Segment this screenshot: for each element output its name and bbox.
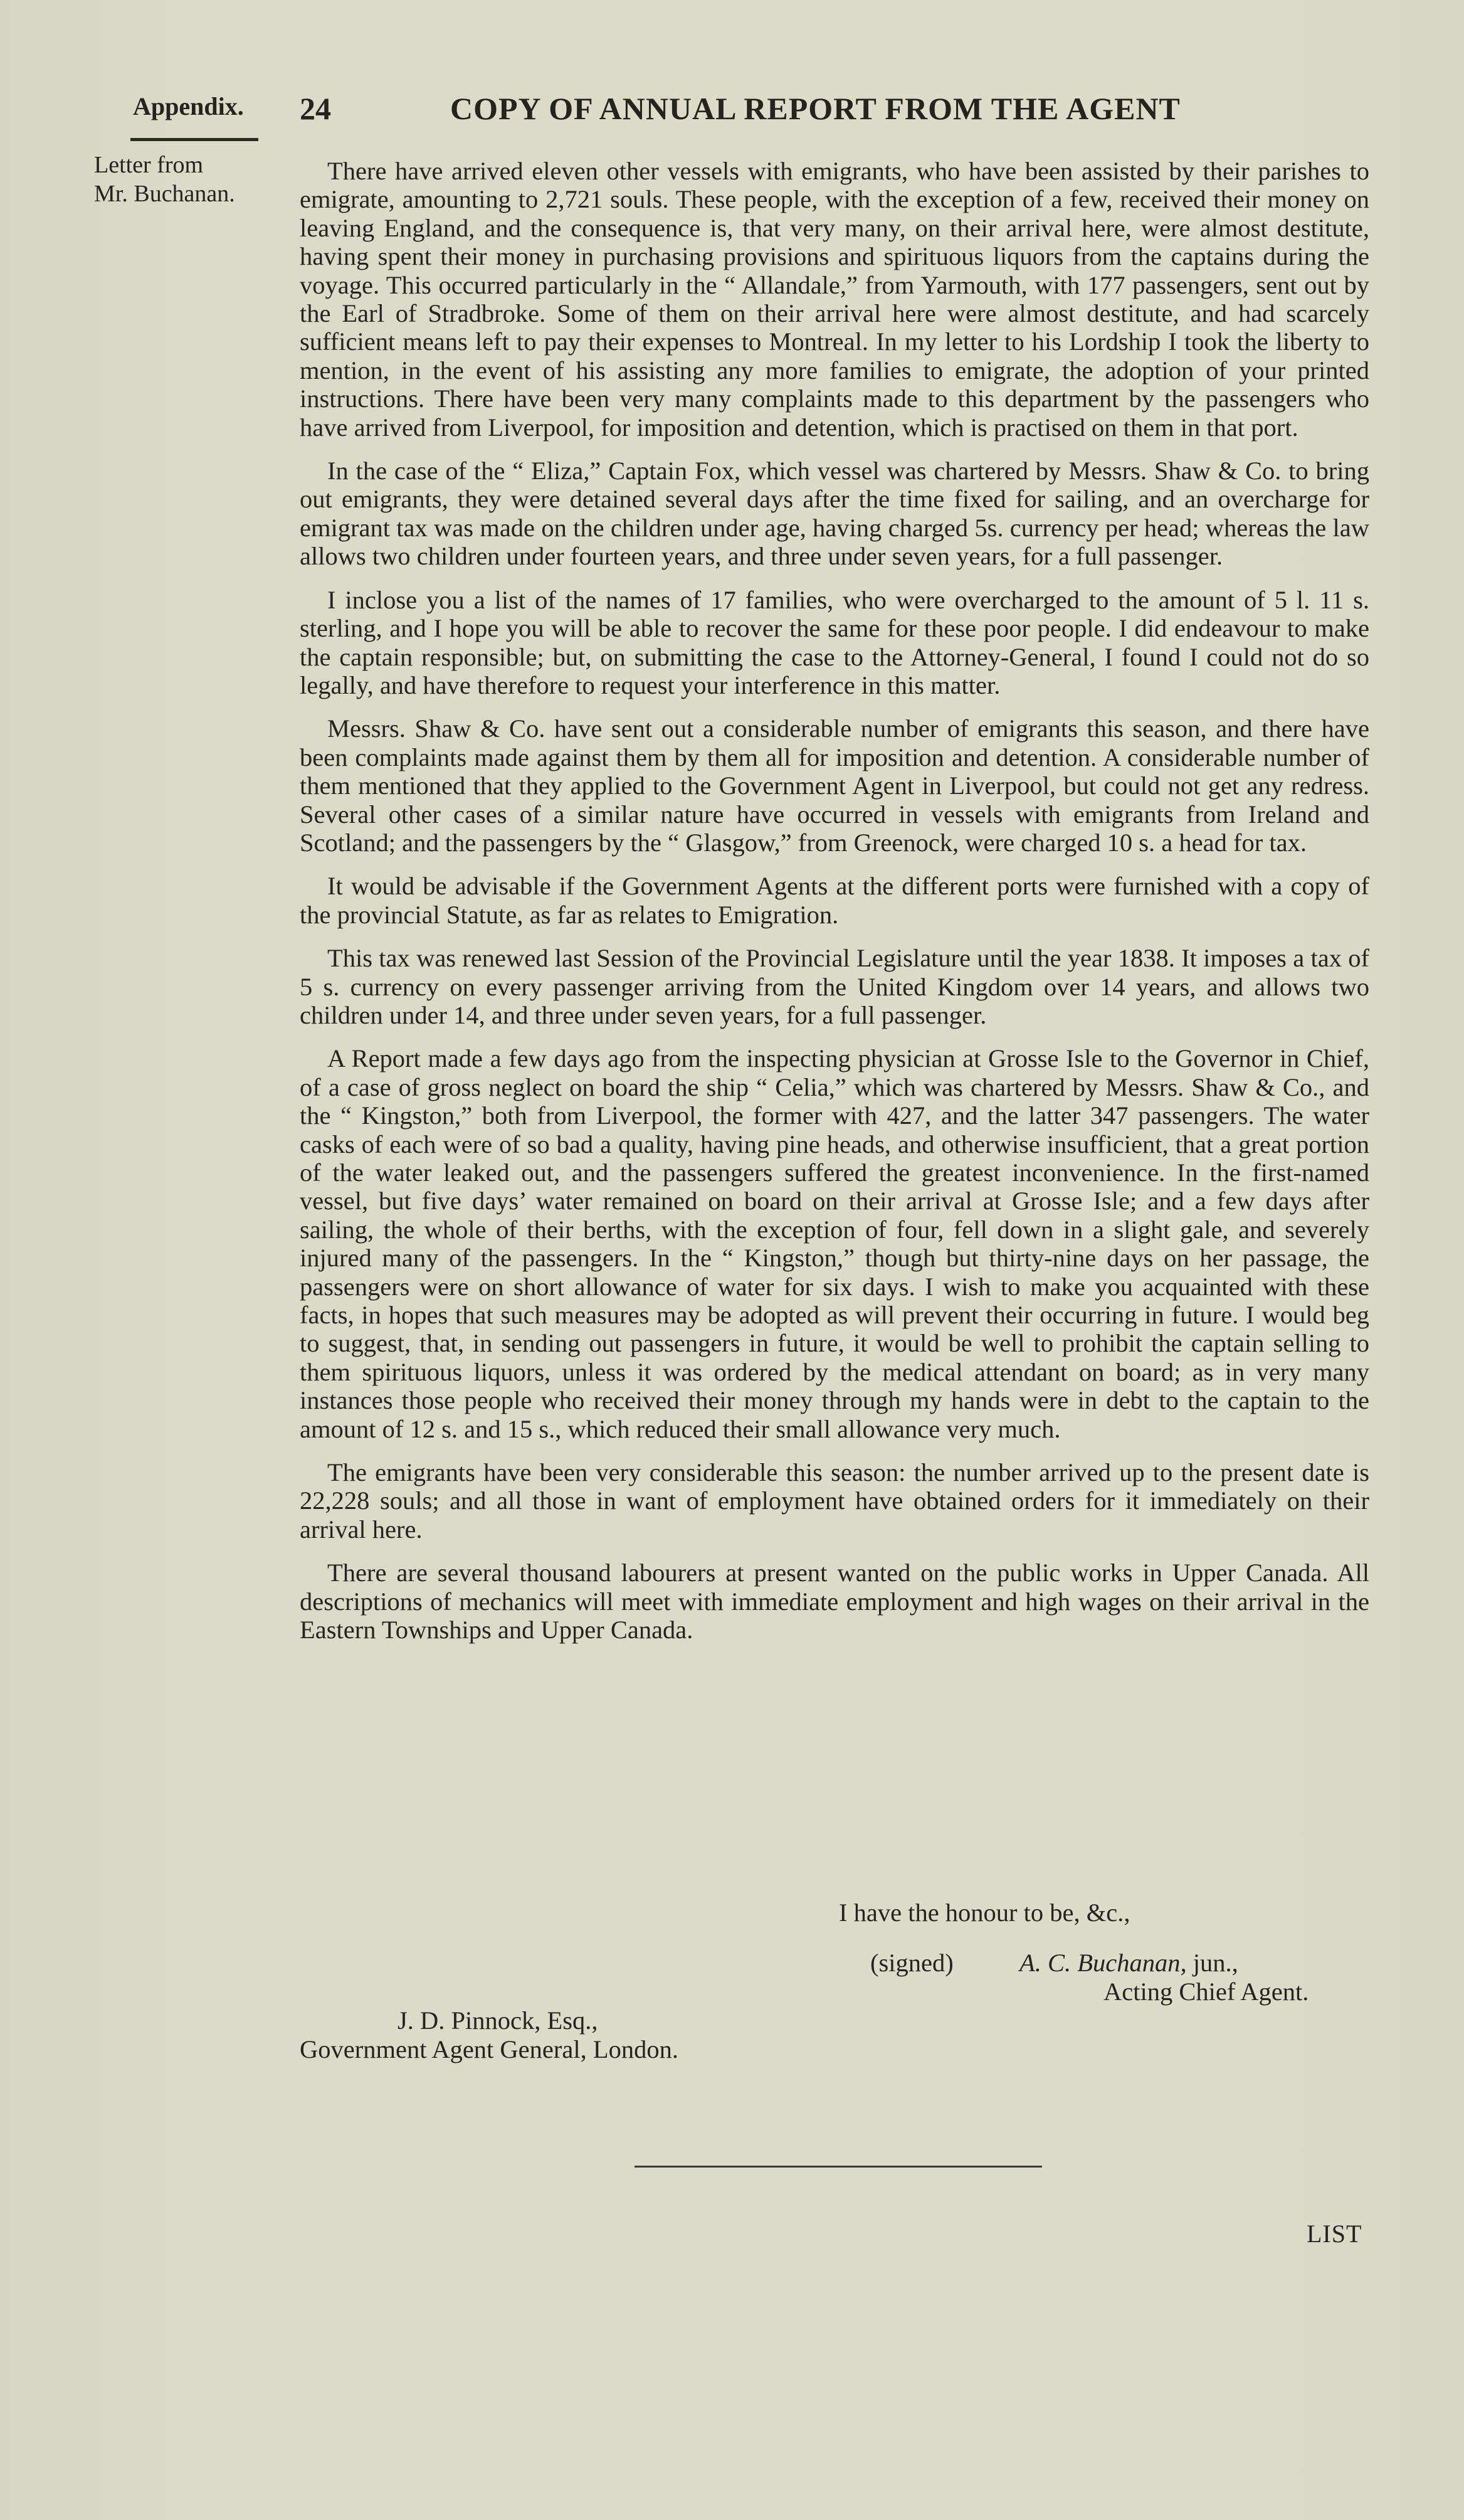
paragraph-2: In the case of the “ Eliza,” Captain Fox, which vessel was chartered by Messrs. Shaw & Co. to bring out emigrants, they were detained several days after the time fixed for sailing, and an overcharge for emigrant tax was made on the children under age, having charged 5s. currency per head; whereas the law allows two children under fourteen years, and three under seven years, for a full passenger. [300, 457, 1369, 571]
signature-suffix: jun., [1186, 1949, 1238, 1977]
margin-note-line-1: Letter from [94, 152, 204, 178]
closing-salutation: I have the honour to be, &c., [839, 1898, 1130, 1927]
paragraph-7: A Report made a few days ago from the inspecting physician at Grosse Isle to the Governor in Chief, of a case of gross neglect on board the ship “ Celia,” which was chartered by Messrs. Shaw & Co., and the “ Kingston,” both from Liverpool, the former with 427, and the latter 347 passengers. The water casks of each were of so bad a quality, having pine heads, and otherwise insufficient, that a great portion of the water leaked out, and the passengers suffered the greatest inconvenience. In the first-named vessel, but five days’ water remained on board on their arrival at Grosse Isle; and a few days after sailing, the whole of their berths, with the exception of four, fell down in a slight gale, and severely injured many of the passengers. In the “ Kingston,” though but thirty-nine days on her passage, the passengers were on short allowance of water for six days. I wish to make you acquainted with these facts, in hopes that such measures may be adopted as will prevent their occurring in future. I would beg to suggest, that, in sending out passengers in future, it would be well to prohibit the captain selling to them spirituous liquors, unless it was ordered by the medical attendant on board; as in very many instances those people who received their money through my hands were in debt to the captain to the amount of 12 s. and 15 s., which reduced their small allowance very much. [300, 1044, 1369, 1443]
page-title: COPY OF ANNUAL REPORT FROM THE AGENT [450, 91, 1181, 126]
letter-body [300, 157, 1369, 1660]
appendix-rule [130, 138, 258, 141]
signature-name: A. C. Buchanan, [1019, 1949, 1187, 1977]
paragraph-9: There are several thousand labourers at present wanted on the public works in Upper Canada. All descriptions of mechanics will meet with immediate employment and high wages on their arrival in the Eastern Townships and Upper Canada. [300, 1559, 1369, 1644]
paragraph-1: There have arrived eleven other vessels with emigrants, who have been assisted by their parishes to emigrate, amounting to 2,721 souls. These people, with the exception of a few, received their money on leaving England, and the consequence is, that very many, on their arrival here, were almost destitute, having spent their money in purchasing provisions and spirituous liquors from the captains during the voyage. This occurred particularly in the “ Allandale,” from Yarmouth, with 177 passengers, sent out by the Earl of Stradbroke. Some of them on their arrival here were almost destitute, and had scarcely sufficient means left to pay their expenses to Montreal. In my letter to his Lordship I took the liberty to mention, in the event of his assisting any more families to emigrate, the adoption of your printed instructions. There have been very many complaints made to this department by the passengers who have arrived from Liverpool, for imposition and detention, which is practised on them in that port. [300, 157, 1369, 442]
catchword: LIST [1307, 2220, 1362, 2248]
paragraph-3: I inclose you a list of the names of 17 families, who were overcharged to the amount of 5 l. 11 s. sterling, and I hope you will be able to recover the same for these poor people. I did endeavour to make the captain responsible; but, on submitting the case to the Attorney-General, I found I could not do so legally, and have therefore to request your interference in this matter. [300, 585, 1369, 699]
paragraph-5: It would be advisable if the Government Agents at the different ports were furnished with a copy of the provincial Statute, as far as relates to Emigration. [300, 872, 1369, 929]
addressee-name: J. D. Pinnock, Esq., [398, 2006, 598, 2035]
signed-label: (signed) [870, 1949, 954, 1977]
margin-note [94, 151, 295, 208]
signature [1019, 1948, 1238, 1977]
paragraph-8: The emigrants have been very considerable this season: the number arrived up to the present date is 22,228 souls; and all those in want of employment have obtained orders for it immediately on their arrival here. [300, 1458, 1369, 1543]
signatory-role: Acting Chief Agent. [1103, 1977, 1309, 2006]
appendix-label: Appendix. [133, 92, 244, 120]
paragraph-6: This tax was renewed last Session of the Provincial Legislature until the year 1838. It imposes a tax of 5 s. currency on every passenger arriving from the United Kingdom over 14 years, and allows two children under 14, and three under seven years, for a full passenger. [300, 944, 1369, 1029]
paragraph-4: Messrs. Shaw & Co. have sent out a considerable number of emigrants this season, and there have been complaints made against them by them all for imposition and detention. A considerable number of them mentioned that they applied to the Government Agent in Liverpool, but could not get any redress. Several other cases of a similar nature have occurred in vessels with emigrants from Ireland and Scotland; and the passengers by the “ Glasgow,” from Greenock, were charged 10 s. a head for tax. [300, 714, 1369, 857]
section-divider [635, 2166, 1042, 2168]
margin-note-line-2: Mr. Buchanan. [94, 181, 235, 207]
page-number: 24 [300, 91, 331, 126]
addressee-title: Government Agent General, London. [300, 2035, 678, 2063]
